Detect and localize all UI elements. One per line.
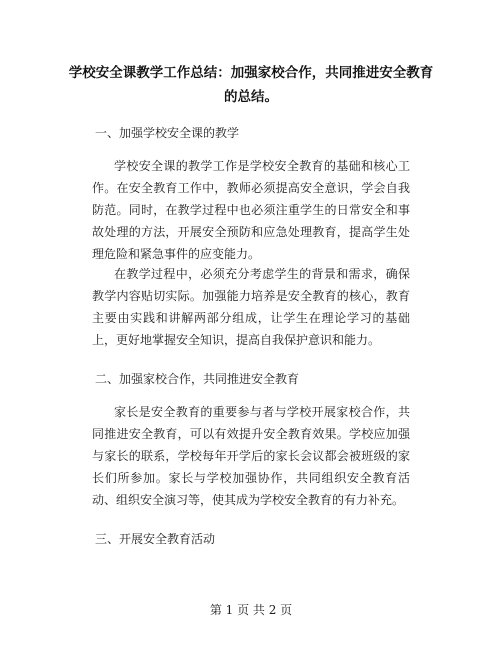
document-title [60, 61, 442, 109]
section-1-heading: 一、加强学校安全课的教学 [95, 126, 240, 140]
page-number-footer: 第 1 页 共 2 页 [209, 603, 293, 617]
section-3-heading: 三、开展安全教育活动 [95, 532, 216, 546]
section-1-paragraph-1: 学校安全课的教学工作是学校安全教育的基础和核心工作。在安全教育工作中，教师必须提高安全意识，学会自我防范。同时，在教学过程中也必须注重学生的日常安全和事故处理的方法，开展安全预防和应急处理教育，提高学生处理危险和紧急事件的应变能力。 [92, 159, 410, 261]
title-line-2: 的总结。 [224, 89, 278, 105]
section-1-paragraph-2: 在教学过程中，必须充分考虑学生的背景和需求，确保教学内容贴切实际。加强能力培养是安全教育的核心，教育主要由实践和讲解两部分组成，让学生在理论学习的基础上，更好地掌握安全知识，提高自我保护意识和能力。 [92, 267, 410, 347]
section-2-paragraph-1: 家长是安全教育的重要参与者与学校开展家校合作，共同推进安全教育，可以有效提升安全教育效果。学校应加强与家长的联系，学校每年开学后的家长会议都会被班级的家长们所参加。家长与学校加强协作，共同组织安全教育活动、组织安全演习等，使其成为学校安全教育的有力补充。 [92, 405, 410, 507]
title-line-1: 学校安全课教学工作总结：加强家校合作，共同推进安全教育 [68, 65, 434, 81]
section-2-heading: 二、加强家校合作，共同推进安全教育 [95, 372, 300, 386]
